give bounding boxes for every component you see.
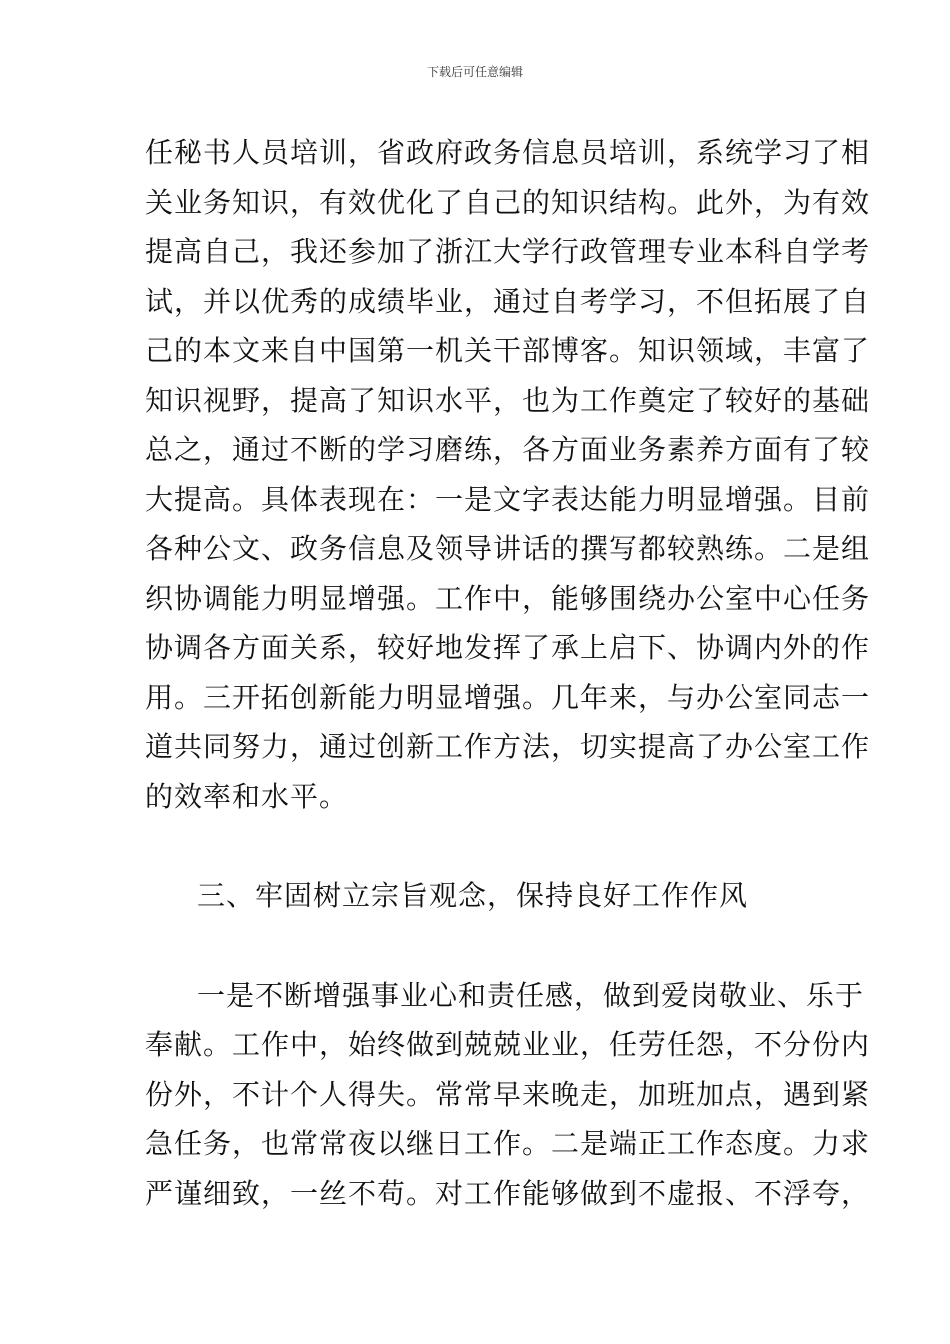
text-line: 关业务知识，有效优化了自己的知识结构。此外，为有效 — [145, 185, 871, 219]
text-line: 各种公文、政务信息及领导讲话的撰写都较熟练。二是组 — [145, 532, 871, 565]
text-line: 严谨细致，一丝不苟。对工作能够做到不虚报、不浮夸， — [145, 1176, 871, 1210]
text-line: 大提高。具体表现在：一是文字表达能力明显增强。目前 — [145, 482, 871, 516]
text-line: 提高自己，我还参加了浙江大学行政管理专业本科自学考 — [145, 235, 871, 268]
text-line: 己的本文来自中国第一机关干部博客。知识领域，丰富了 — [145, 334, 871, 367]
document-body — [145, 128, 871, 1218]
text-line: 份外，不计个人得失。常常早来晚走，加班加点，遇到紧 — [145, 1077, 871, 1111]
text-line: 奉献。工作中，始终做到兢兢业业，任劳任怨，不分份内 — [145, 1028, 871, 1061]
text-line: 一是不断增强事业心和责任感，做到爱岗敬业、乐于 — [197, 978, 865, 1012]
text-line: 总之，通过不断的学习磨练，各方面业务素养方面有了较 — [145, 433, 871, 466]
text-line: 协调各方面关系，较好地发挥了承上启下、协调内外的作 — [145, 631, 871, 664]
paragraph-2 — [145, 971, 871, 1219]
text-line: 织协调能力明显增强。工作中，能够围绕办公室中心任务 — [145, 581, 871, 615]
text-line: 试，并以优秀的成绩毕业，通过自考学习，不但拓展了自 — [145, 284, 871, 318]
page-header: 下载后可任意编辑 — [426, 65, 523, 79]
text-line: 的效率和水平。 — [145, 779, 349, 813]
text-line: 急任务，也常常夜以继日工作。二是端正工作态度。力求 — [145, 1127, 871, 1160]
text-line: 用。三开拓创新能力明显增强。几年来，与办公室同志一 — [145, 680, 871, 714]
section-heading: 三、牢固树立宗旨观念，保持良好工作作风 — [197, 879, 749, 912]
paragraph-1 — [145, 128, 871, 821]
paragraph-gap — [145, 921, 810, 971]
text-line: 道共同努力，通过创新工作方法，切实提高了办公室工作 — [145, 730, 871, 763]
paragraph-gap — [145, 821, 810, 871]
text-line: 任秘书人员培训，省政府政务信息员培训，系统学习了相 — [145, 136, 871, 169]
text-line: 知识视野，提高了知识水平，也为工作奠定了较好的基础 — [145, 383, 871, 417]
